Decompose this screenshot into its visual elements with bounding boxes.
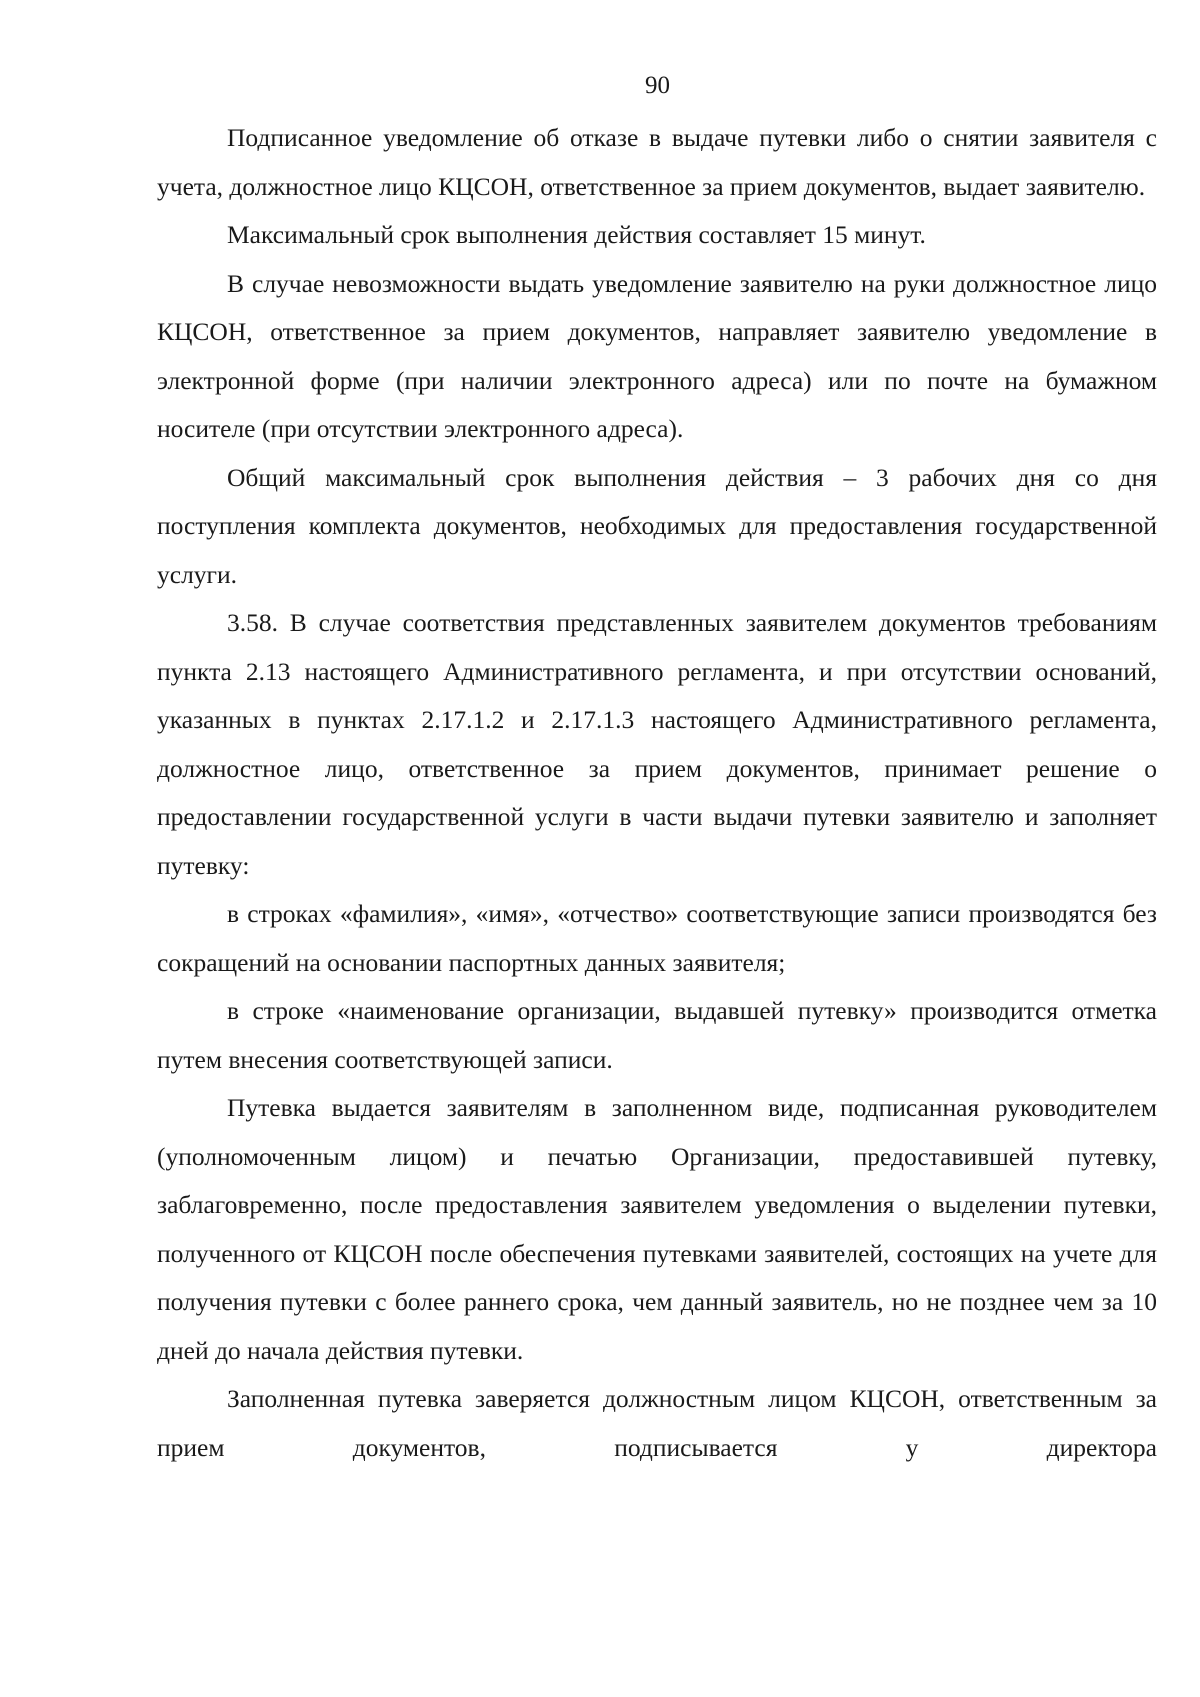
paragraph-total-max-time: Общий максимальный срок выполнения действия – 3 рабочих дня со дня поступления комплекта документов, необходимых для предоставления государственной услуги. [157, 462, 1157, 589]
paragraph-clause-3-58: 3.58. В случае соответствия представленных заявителем документов требованиям пункта 2.13 настоящего Административного регламента, и при отсутствии оснований, указанных в пунктах 2.17.1.2 и 2.17.1.3 настоящего Административного регламента, должностное лицо, ответственное за прием документов, принимает решение о предоставлении государственной услуги в части выдачи путевки заявителю и заполняет путевку: [157, 608, 1157, 880]
paragraph-name-fields: в строках «фамилия», «имя», «отчество» соответствующие записи производятся без сокращений на основании паспортных данных заявителя; [157, 899, 1157, 977]
paragraph-voucher-issue: Путевка выдается заявителям в заполненном виде, подписанная руководителем (уполномоченным лицом) и печатью Организации, предоставившей путевку, заблаговременно, после предоставления заявителем уведомления о выделении путевки, полученного от КЦСОН после обеспечения путевками заявителей, состоящих на учете для получения путевки с более раннего срока, чем данный заявитель, но не позднее чем за 10 дней до начала действия путевки. [157, 1093, 1157, 1365]
paragraph-max-time-15-min: Максимальный срок выполнения действия составляет 15 минут. [227, 220, 926, 249]
paragraph-voucher-certification: Заполненная путевка заверяется должностным лицом КЦСОН, ответственным за прием документов, подписывается у директора [157, 1384, 1157, 1462]
body-text [157, 114, 1157, 1472]
page-number: 90 [645, 72, 670, 99]
paragraph-organization-field: в строке «наименование организации, выдавшей путевку» производится отметка путем внесения соответствующей записи. [157, 996, 1157, 1074]
paragraph-notice-delivery: В случае невозможности выдать уведомление заявителю на руки должностное лицо КЦСОН, ответственное за прием документов, направляет заявителю уведомление в электронной форме (при наличии электронного адреса) или по почте на бумажном носителе (при отсутствии электронного адреса). [157, 268, 1157, 443]
paragraph-refusal-notice: Подписанное уведомление об отказе в выдаче путевки либо о снятии заявителя с учета, должностное лицо КЦСОН, ответственное за прием документов, выдает заявителю. [157, 123, 1157, 201]
